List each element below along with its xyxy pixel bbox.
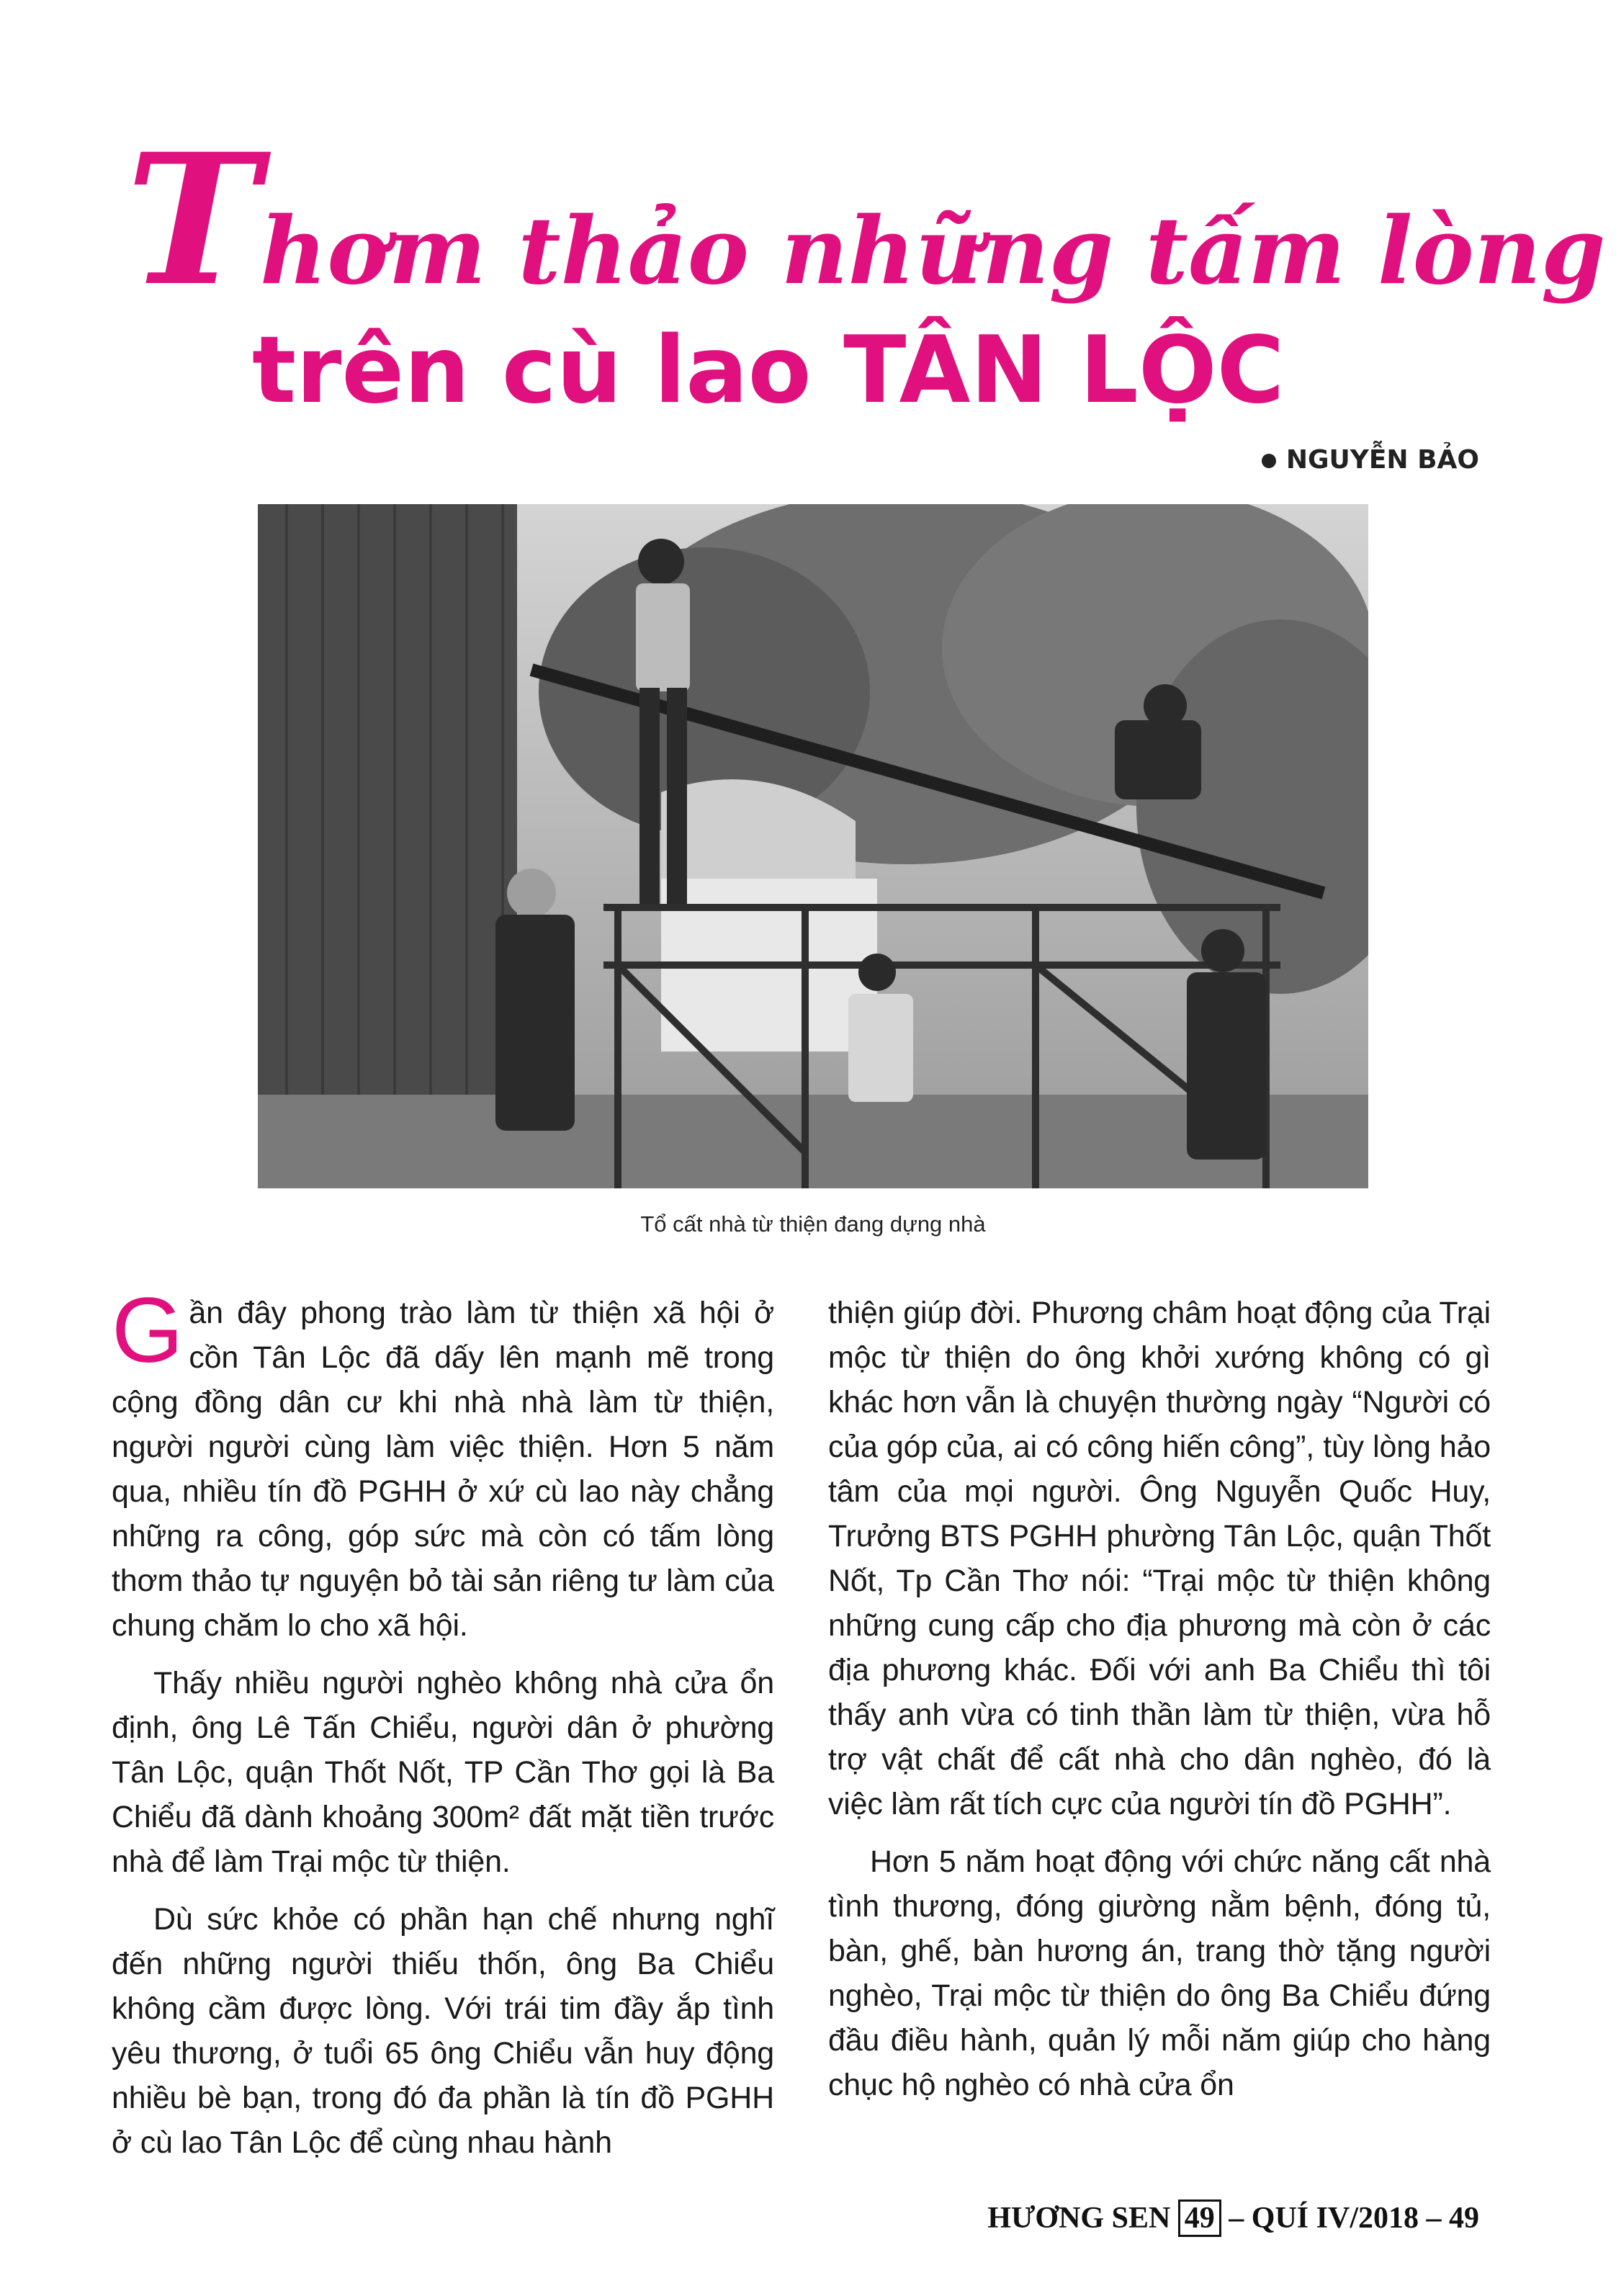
page-number: 49	[1449, 2202, 1479, 2235]
author-name: NGUYỄN BẢO	[1285, 445, 1479, 475]
paragraph-text: ần đây phong trào làm từ thiện xã hội ở cồn Tân Lộc đã dấy lên mạnh mẽ trong cộng đồng dân cư khi nhà nhà làm từ thiện, người người cùng làm việc thiện. Hơn 5 năm qua, nhiều tín đồ PGHH ở xứ cù lao này chẳng những ra công, góp sức mà còn có tấm lòng thơm thảo tự nguyện bỏ tài sản riêng tư làm của chung chăm lo cho xã hội.	[112, 1296, 774, 1643]
bullet-icon	[1262, 454, 1276, 468]
photo-illustration	[258, 504, 1368, 1188]
paragraph: Thấy nhiều người nghèo không nhà cửa ổn định, ông Lê Tấn Chiểu, người dân ở phường Tân Lộc, quận Thốt Nốt, TP Cần Thơ gọi là Ba Chiểu đã dành khoảng 300m² đất mặt tiền trước nhà để làm Trại mộc từ thiện.	[112, 1666, 774, 1879]
byline	[1262, 445, 1479, 475]
article-column-right	[828, 1291, 1491, 2120]
title-initial: T	[126, 114, 261, 326]
paragraph: Dù sức khỏe có phần hạn chế nhưng nghĩ đến những người thiếu thốn, ông Ba Chiểu không cầm được lòng. Với trái tim đầy ắp tình yêu thương, ở tuổi 65 ông Chiểu vẫn huy động nhiều bè bạn, trong đó đa phần là tín đồ PGHH ở cù lao Tân Lộc để cùng nhau hành	[112, 1902, 774, 2160]
paragraph: Hơn 5 năm hoạt động với chức năng cất nhà tình thương, đóng giường nằm bệnh, đóng tủ, bàn, ghế, bàn hương án, trang thờ tặng người nghèo, Trại mộc từ thiện do ông Ba Chiểu đứng đầu điều hành, quản lý mỗi năm giúp cho hàng chục hộ nghèo có nhà cửa ổn	[828, 1844, 1491, 2102]
article-photo	[258, 504, 1368, 1188]
photo-caption: Tổ cất nhà từ thiện đang dựng nhà	[640, 1211, 986, 1237]
title-line-2: trên cù lao TÂN LỘC	[252, 317, 1285, 424]
issue-number: 49	[1178, 2199, 1221, 2237]
paragraph: thiện giúp đời. Phương châm hoạt động của Trại mộc từ thiện do ông khởi xướng không có gì khác hơn vẫn là chuyện thường ngày “Người có của góp của, ai có công hiến công”, tùy lòng hảo tâm của mọi người. Ông Nguyễn Quốc Huy, Trưởng BTS PGHH phường Tân Lộc, quận Thốt Nốt, Tp Cần Thơ nói: “Trại mộc từ thiện không những cung cấp cho địa phương mà còn ở các địa phương khác. Đối với anh Ba Chiểu thì tôi thấy anh vừa có tinh thần làm từ thiện, vừa hỗ trợ vật chất để cất nhà cho dân nghèo, đó là việc làm rất tích cực của người tín đồ PGHH”.	[828, 1296, 1491, 1821]
page-footer	[987, 2199, 1479, 2237]
paragraph	[112, 1279, 774, 1648]
issue-period: – QUÍ IV/2018 –	[1229, 2202, 1442, 2235]
magazine-name: HƯƠNG SEN	[987, 2202, 1171, 2235]
article-column-left	[112, 1279, 774, 2178]
title-line-1-text: hơm thảo những tấm lòng	[260, 197, 1606, 305]
drop-cap: G	[112, 1279, 184, 1382]
